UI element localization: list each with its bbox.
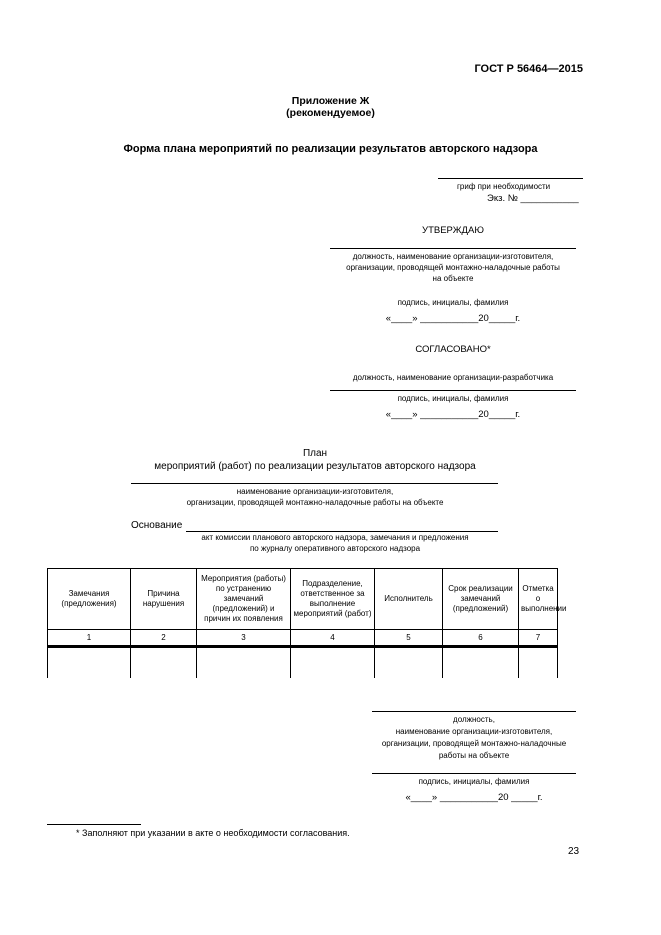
copy-number-label: Экз. № ___________ (487, 193, 579, 204)
column-header: Подразделение, ответственное за выполнение мероприятий (работ) (291, 569, 375, 630)
table-cell (519, 647, 558, 679)
stamp-line (438, 178, 583, 179)
standard-number: ГОСТ Р 56464—2015 (474, 63, 583, 75)
plan-subtitle: мероприятий (работ) по реализации результатов авторского надзора (154, 461, 476, 472)
column-number: 7 (519, 630, 558, 647)
table-cell (291, 647, 375, 679)
plan-org-line (131, 483, 498, 484)
appendix-title: Приложение Ж (291, 95, 370, 107)
plan-org-caption-1: наименование организации-изготовителя, (236, 487, 394, 496)
column-header: Срок реализации замечаний (предложений) (443, 569, 519, 630)
column-number: 4 (291, 630, 375, 647)
agreed-position-caption: должность, наименование организации-разработчика (352, 373, 554, 382)
bottom-signature-caption: подпись, инициалы, фамилия (418, 777, 530, 786)
column-number-row (48, 630, 558, 647)
approve-position-line (330, 248, 576, 249)
basis-caption-1: акт комиссии планового авторского надзора, замечания и предложения (201, 533, 469, 542)
footnote: * Заполняют при указании в акте о необходимости согласования. (76, 828, 350, 838)
bottom-caption-2: наименование организации-изготовителя, (395, 727, 553, 736)
bottom-caption-1: должность, (453, 715, 495, 724)
column-number: 2 (131, 630, 197, 647)
approve-signature-caption: подпись, инициалы, фамилия (397, 298, 509, 307)
table-cell (48, 647, 131, 679)
agreed-date: «____» ___________20_____г. (385, 409, 521, 420)
column-header: Причина нарушения (131, 569, 197, 630)
stamp-caption: гриф при необходимости (457, 182, 551, 191)
column-header: Замечания (предложения) (48, 569, 131, 630)
plan-title: План (302, 448, 328, 459)
appendix-subtitle: (рекомендуемое) (286, 107, 375, 119)
approve-position-caption-3: на объекте (432, 274, 474, 283)
page-number: 23 (568, 846, 580, 857)
table-row (48, 647, 558, 679)
column-number: 1 (48, 630, 131, 647)
table-cell (375, 647, 443, 679)
column-header: Отметка о выполнении (519, 569, 558, 630)
footnote-separator (47, 824, 141, 825)
plan-org-caption-2: организации, проводящей монтажно-наладочные работы на объекте (186, 498, 444, 507)
bottom-position-line (372, 711, 576, 712)
table-cell (197, 647, 291, 679)
column-number: 6 (443, 630, 519, 647)
column-number: 5 (375, 630, 443, 647)
bottom-signature-line (372, 773, 576, 774)
bottom-caption-3: организации, проводящей монтажно-наладочные (381, 739, 567, 748)
agreed-signature-caption: подпись, инициалы, фамилия (397, 394, 509, 403)
bottom-date: «____» ___________20 _____г. (405, 792, 543, 803)
agreed-signature-line (330, 390, 576, 391)
approve-position-caption-1: должность, наименование организации-изготовителя, (352, 252, 554, 261)
approve-date: «____» ___________20_____г. (385, 313, 521, 324)
column-number: 3 (197, 630, 291, 647)
table-cell (443, 647, 519, 679)
basis-caption-2: по журналу оперативного авторского надзора (249, 544, 421, 553)
agreed-title: СОГЛАСОВАНО* (415, 344, 491, 355)
approve-title: УТВЕРЖДАЮ (422, 225, 484, 236)
approve-position-caption-2: организации, проводящей монтажно-наладочные работы (346, 263, 560, 272)
bottom-caption-4: работы на объекте (438, 751, 510, 760)
form-title: Форма плана мероприятий по реализации результатов авторского надзора (123, 143, 538, 155)
table-cell (131, 647, 197, 679)
column-header: Исполнитель (375, 569, 443, 630)
plan-table (47, 568, 567, 678)
table-header-row (48, 569, 558, 630)
column-header: Мероприятия (работы) по устранению замечаний (предложений) и причин их появления (197, 569, 291, 630)
basis-label: Основание (131, 520, 183, 531)
